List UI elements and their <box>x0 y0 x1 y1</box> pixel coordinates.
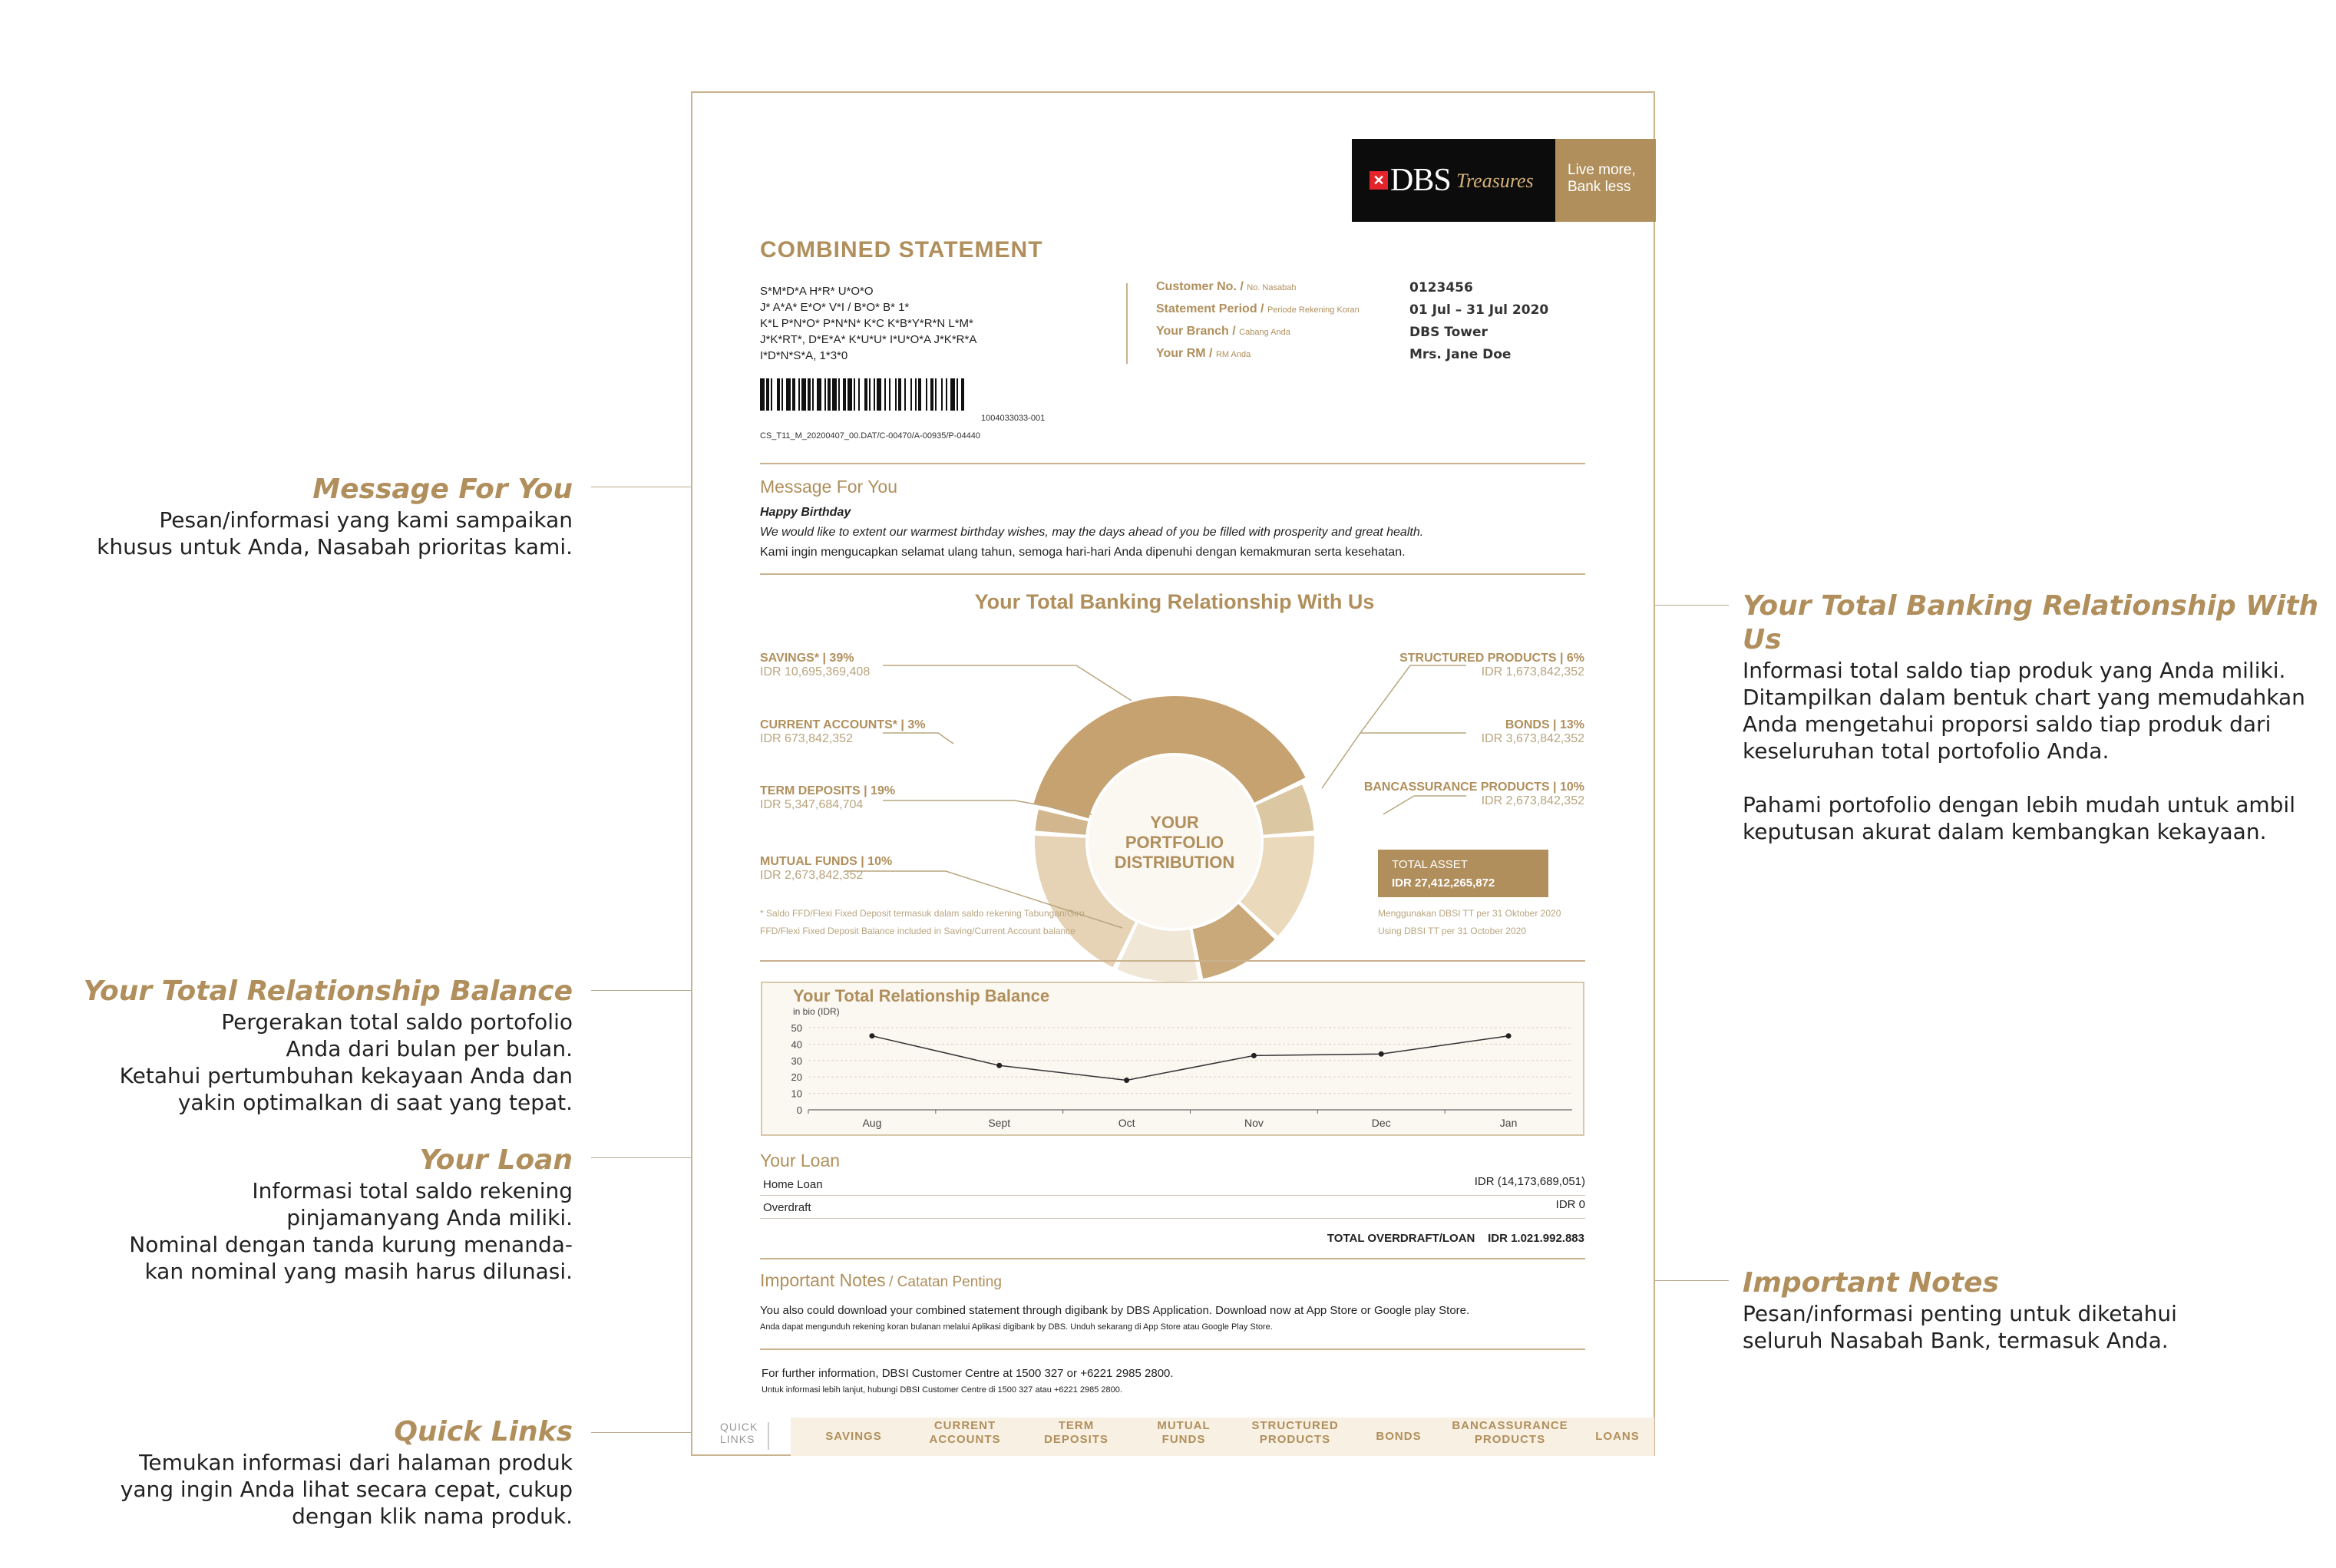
segment-bancassurance[interactable]: BANCASSURANCE PRODUCTS | 10% IDR 2,673,842,352 <box>1363 781 1584 807</box>
message-heading: Message For You <box>760 477 898 497</box>
dbs-x-icon: ✕ <box>1370 171 1388 190</box>
customer-no-label: Customer No. <box>1156 280 1237 293</box>
balance-data-point[interactable] <box>869 1033 874 1038</box>
balance-data-point[interactable] <box>1506 1033 1512 1038</box>
barcode <box>760 378 1058 411</box>
annotation-loan <box>0 1144 573 1285</box>
loan-total <box>1327 1232 1584 1245</box>
x-tick-label: Nov <box>1244 1117 1264 1129</box>
quick-link-term-deposits[interactable]: TERM DEPOSITS <box>1044 1419 1109 1446</box>
period-label: Statement Period <box>1156 302 1257 315</box>
y-tick-label: 40 <box>791 1038 802 1051</box>
section-divider <box>760 463 1585 464</box>
balance-data-point[interactable] <box>1124 1078 1129 1083</box>
annotation-title: Important Notes <box>1743 1267 1999 1299</box>
annotation-title: Your Total Banking Relationship With Us <box>1743 590 2319 655</box>
rm-label: Your RM <box>1156 347 1206 360</box>
annotation-balance <box>0 975 573 1116</box>
x-tick-label: Jan <box>1499 1117 1518 1129</box>
x-tick-label: Oct <box>1118 1117 1135 1129</box>
y-tick-label: 30 <box>791 1055 802 1067</box>
segment-term-deposits[interactable]: TERM DEPOSITS | 19% IDR 5,347,684,704 <box>760 784 896 811</box>
loan-total-label: TOTAL OVERDRAFT/LOAN <box>1327 1232 1475 1245</box>
annotation-title: Your Total Relationship Balance <box>83 975 573 1007</box>
annotation-relationship <box>1743 589 2326 845</box>
section-divider <box>760 960 1585 962</box>
notes-heading: Important Notes <box>760 1270 886 1290</box>
x-tick-label: Sept <box>988 1117 1011 1129</box>
annotation-body: Pesan/informasi penting untuk diketahui seluruh Nasabah Bank, termasuk Anda. <box>1743 1301 2177 1353</box>
section-divider <box>760 573 1585 575</box>
annotation-quick-links <box>0 1415 573 1530</box>
loan-total-value: IDR 1.021.992.883 <box>1488 1232 1584 1245</box>
relationship-footnote: * Saldo FFD/Flexi Fixed Deposit termasuk dalam saldo rekening Tabungan/Giro FFD/Flexi Fixed Deposit Balance included in Saving/Current Account balance <box>760 908 1085 936</box>
notes-heading-wrap <box>760 1270 1002 1291</box>
donut-center-label: YOUR <box>1150 813 1199 832</box>
logo-brand: DBS <box>1390 163 1451 198</box>
balance-data-point[interactable] <box>1379 1051 1384 1057</box>
period-value: 01 Jul – 31 Jul 2020 <box>1409 302 1549 318</box>
file-code: CS_T11_M_20200407_00.DAT/C-00470/A-00935/P-04440 <box>760 431 981 441</box>
annotation-notes <box>1743 1266 2326 1354</box>
balance-line-chart <box>762 983 1583 1134</box>
annotation-body: Informasi total saldo rekening pinjamanyang Anda miliki. Nominal dengan tanda kurung menanda- kan nominal yang masih harus dilunasi. <box>129 1178 573 1284</box>
branch-value: DBS Tower <box>1409 325 1488 340</box>
quick-link-savings[interactable]: SAVINGS <box>825 1430 882 1443</box>
message-subject: Happy Birthday <box>760 506 851 519</box>
annotation-title: Your Loan <box>419 1144 573 1176</box>
section-divider <box>760 1348 1585 1350</box>
annotation-body: Temukan informasi dari halaman produk yang ingin Anda lihat secara cepat, cukup dengan klik nama produk. <box>120 1450 573 1529</box>
section-divider <box>760 1258 1585 1259</box>
quick-link-structured-products[interactable]: STRUCTURED PRODUCTS <box>1251 1419 1339 1446</box>
contact-en: For further information, DBSI Customer Centre at 1500 327 or +6221 2985 2800. <box>762 1367 1174 1380</box>
logo-sub: Treasures <box>1456 170 1534 192</box>
statement-document: ✕ DBS Treasures Live more, Bank less COMBINED STATEMENT S*M*D*A H*R* U*O*O J* A*A* E*O* V*I / B*O* B* 1* K*L P*N*O* P*N*N* K*C K*B*Y*R*N L*M* J*K*RT*, D*E*A* K*U*U* I*U*O*A J*K*R*A I*D*N*S*A, 1*3*0 1004033033-001 CS_T11_M_20200407_00.DAT/C-00470/A-00935/P-04440 Customer No. / No. Nasabah 0123456 Statement Period / Periode Rekening Koran 01 Jul – 31 Jul 2020 Your Branch / Cabang Anda DBS Tower Your RM / RM Anda Mrs. Jane Doe Message For You Happy Birthday We would like to extent our warmest birthday wishes, may the days ahead of you be filled with prosperity and great health. Kami ingin mengucapkan selamat ulang tahun, semoga hari-hari Anda dipenuhi dengan kemakmuran serta kesehatan. Your Total Banking Relationship With Us YOUR PORTFOLIO DISTRIBUTION SAVINGS* | 39% IDR 10,695,369,408 CURRENT ACCOUNTS* | 3% IDR 673,842,352 TERM DEPOSITS | 19% IDR 5,347,684,704 MUTUAL FUNDS | 10% IDR 2,673,842,352 STRUCTURED PRODUCTS | 6% IDR 1,673,842,352 BONDS | 13% IDR 3,673,842,352 BANCASSURANCE PRODUCTS | 10% IDR 2,673,842,352 TOTAL ASSET IDR 27,412,265,872 * Saldo FFD/Flexi Fixed Deposit termasuk dalam saldo rekening Tabungan/Giro FFD/Flexi Fixed Deposit Balance included in Saving/Current Account balance Menggunakan DBSI TT per 31 Oktober 2020 Using DBSI TT per 31 October 2020 Your Total Relationship Balance in bio (IDR) 50 40 30 20 10 0 Aug Sept Oct Nov Dec Jan Your Loan Home Loan IDR (14,173,689,051) Overdraft IDR 0 TOTAL OVERDRAFT/LOAN IDR 1.021.992.883 Important Notes / Catatan Penting You also could download your combined statement through digibank by DBS Application. Download now at App Store or Google play Store. Anda dapat mengunduh rekening koran bulanan melalui Aplikasi digibank by DBS. Unduh sekarang di App Store atau Google Play Store. For further information, DBSI Customer Centre at 1500 327 or +6221 2985 2800. Untuk informasi lebih lanjut, hubungi DBSI Customer Centre di 1500 327 atau +6221 2985 2800. QUICK LINKS SAVINGS CURRENT ACCOUNTS TERM DEPOSITS MUTUAL FUNDS STRUCTURED PRODUCTS BONDS BANCASSURANCE PRODUCTS LOANS <box>691 91 1655 1456</box>
balance-chart-unit: in bio (IDR) <box>793 1006 840 1017</box>
x-tick-label: Aug <box>862 1117 882 1129</box>
notes-id: Anda dapat mengunduh rekening koran bulanan melalui Aplikasi digibank by DBS. Unduh sekarang di App Store atau Google Play Store. <box>760 1322 1273 1332</box>
exchange-rate-note: Menggunakan DBSI TT per 31 Oktober 2020 Using DBSI TT per 31 October 2020 <box>1378 908 1561 936</box>
contact-id: Untuk informasi lebih lanjut, hubungi DBSI Customer Centre di 1500 327 atau +6221 2985 2800. <box>762 1385 1122 1395</box>
balance-chart-box <box>761 982 1584 1136</box>
segment-current-accounts[interactable]: CURRENT ACCOUNTS* | 3% IDR 673,842,352 <box>760 718 926 745</box>
total-asset-box <box>1378 850 1548 897</box>
segment-mutual-funds[interactable]: MUTUAL FUNDS | 10% IDR 2,673,842,352 <box>760 855 893 882</box>
balance-data-point[interactable] <box>1251 1053 1257 1058</box>
message-id: Kami ingin mengucapkan selamat ulang tahun, semoga hari-hari Anda dipenuhi dengan kemakmuran serta kesehatan. <box>760 546 1406 559</box>
annotation-title: Quick Links <box>394 1416 573 1448</box>
quick-link-mutual-funds[interactable]: MUTUAL FUNDS <box>1157 1419 1211 1446</box>
segment-savings[interactable]: SAVINGS* | 39% IDR 10,695,369,408 <box>760 652 871 678</box>
y-tick-label: 20 <box>791 1071 802 1084</box>
annotation-title: Message For You <box>312 474 573 505</box>
balance-data-point[interactable] <box>996 1063 1002 1068</box>
x-tick-label: Dec <box>1371 1117 1391 1129</box>
dbs-treasures-logo <box>1352 139 1656 222</box>
customer-address: S*M*D*A H*R* U*O*O J* A*A* E*O* V*I / B*O* B* 1* K*L P*N*O* P*N*N* K*C K*B*Y*R*N L*M* J*K*RT*, D*E*A* K*U*U* I*U*O*A J*K*R*A I*D*N*S*A, 1*3*0 <box>760 285 977 362</box>
notes-en: You also could download your combined statement through digibank by DBS Application. Download now at App Store or Google play Store. <box>760 1304 1470 1317</box>
quick-links-label: QUICK LINKS <box>720 1421 758 1445</box>
logo-tagline: Live more, Bank less <box>1568 162 1636 195</box>
annotation-message <box>0 473 573 560</box>
customer-no-value: 0123456 <box>1409 280 1473 295</box>
relationship-title: Your Total Banking Relationship With Us <box>974 590 1375 613</box>
quick-link-loans[interactable]: LOANS <box>1595 1430 1640 1443</box>
balance-series-line <box>872 1036 1508 1081</box>
message-en: We would like to extent our warmest birthday wishes, may the days ahead of you be filled with prosperity and great health. <box>760 526 1424 539</box>
annotation-body: Pesan/informasi yang kami sampaikan khusus untuk Anda, Nasabah prioritas kami. <box>97 507 573 560</box>
quick-link-bonds[interactable]: BONDS <box>1376 1430 1422 1443</box>
donut-center-label: PORTFOLIO <box>1125 833 1224 852</box>
callout-line <box>883 665 1132 701</box>
info-divider <box>1126 283 1128 364</box>
y-tick-label: 50 <box>791 1022 802 1034</box>
annotation-body: Pergerakan total saldo portofolio Anda dari bulan per bulan. Ketahui pertumbuhan kekayaan Anda dan yakin optimalkan di saat yang tepat. <box>119 1009 573 1115</box>
balance-chart-title: Your Total Relationship Balance <box>793 986 1050 1005</box>
notes-heading-id: / Catatan Penting <box>889 1274 1002 1290</box>
y-tick-label: 10 <box>791 1088 802 1100</box>
quick-link-bancassurance-products[interactable]: BANCASSURANCE PRODUCTS <box>1452 1419 1568 1446</box>
statement-title: COMBINED STATEMENT <box>760 237 1043 262</box>
rm-value: Mrs. Jane Doe <box>1409 347 1512 362</box>
loan-row-overdraft: Overdraft IDR 0 <box>760 1197 1585 1219</box>
quick-link-current-accounts[interactable]: CURRENT ACCOUNTS <box>929 1419 1001 1446</box>
loan-heading: Your Loan <box>760 1150 841 1170</box>
segment-bonds[interactable]: BONDS | 13% IDR 3,673,842,352 <box>1481 718 1584 745</box>
annotation-body: Informasi total saldo tiap produk yang Anda miliki. Ditampilkan dalam bentuk chart yang memudahkan Anda mengetahui proporsi saldo tiap produk dari keseluruhan total portofolio Anda. Pahami portofolio dengan lebih mudah untuk ambil keputusan akurat dalam kembangkan kekayaan. <box>1743 658 2305 844</box>
segment-structured-products[interactable]: STRUCTURED PRODUCTS | 6% IDR 1,673,842,352 <box>1399 652 1584 678</box>
donut-center-label: DISTRIBUTION <box>1114 853 1235 872</box>
barcode-number: 1004033033-001 <box>981 414 1046 423</box>
total-asset-label: TOTAL ASSET <box>1392 858 1468 871</box>
loan-row-home-loan: Home Loan IDR (14,173,689,051) <box>760 1174 1585 1196</box>
branch-label: Your Branch <box>1156 325 1229 338</box>
total-asset-value: IDR 27,412,265,872 <box>1392 876 1495 890</box>
quick-links-divider <box>768 1422 769 1450</box>
y-tick-label: 0 <box>796 1104 802 1116</box>
